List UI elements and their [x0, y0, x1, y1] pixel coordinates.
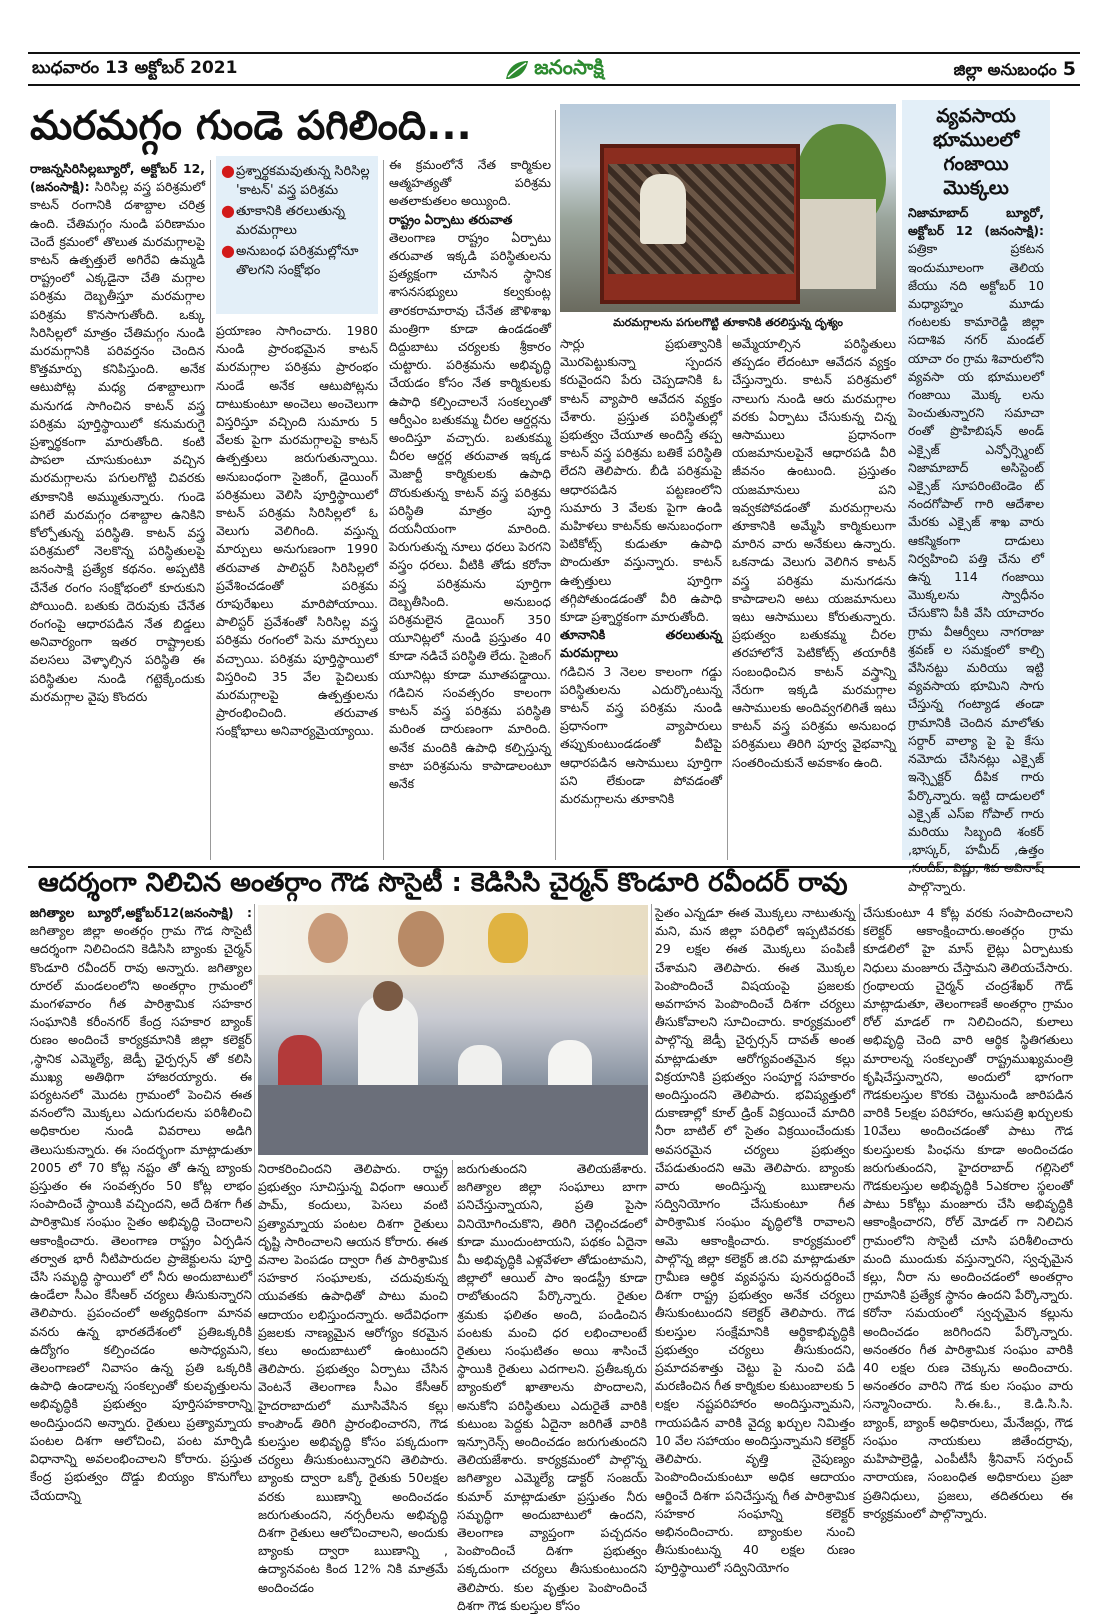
column-divider: [859, 904, 860, 1412]
article1-col3-intro: ఈ క్రమంలోనే నేత కార్మికుల ఆత్మహత్యతో పరిశ్రమ అతలాకుతలం అయ్యింది.: [389, 157, 551, 209]
article1-column-3: [389, 156, 551, 862]
section-name: జిల్లా అనుబంధం: [953, 60, 1057, 79]
column-divider: [383, 160, 384, 860]
ganja-sidebar-article: [902, 100, 1050, 894]
article1-col4b-text: గడిచిన 3 నెలల కాలంగా గడ్డు పరిస్థితులను ఎదుర్కొంటున్న కాటన్ వస్త్ర పరిశ్రమ నుండి ప్రధానంగా వ్యాపారులు తప్పుకుంటుండడంతో వీటిపై ఆధారపడిన ఆసాములు పూర్తిగా పని లేకుండా పోవడంతో మరమగ్గాలను తూకానికి: [560, 663, 722, 807]
article2-column-5: చేసుకుంటూ 4 కోట్ల వరకు సంపాదించాలని కలెక్టర్ ఆకాంక్షించారు.అంతర్గం గ్రామ కూడలిలో హై మాస్ లైట్లు ఏర్పాటుకు నిధులు మంజూరు చేస్తామని తెలియచేసారు. గ్రంథాలయ చైర్మన్ చంద్రశేఖర్ గౌడ్ మాట్లాడుతూ, తెలంగాణకే అంతర్గాం గ్రామం రోల్ మాడల్ గా నిలిచిందని, కులాలు అభివృద్ధి చెంది వారి ఆర్థిక స్థితిగతులు మారాలన్న సంకల్పంతో రాష్ట్రముఖ్యమంత్రి కృషిచేస్తున్నారని, అందులో భాగంగా గౌడకులస్తుల కొరకు చెట్టునుండి జారిపడిన వారికి 5లక్షల పరిహారం, ఆసుపత్రి ఖర్చులకు 10వేలు అందించడంతో పాటు గౌడ కులస్తులకు పింఛను కూడా అందించడం జరుగుతుందని, హైదరాబాద్ గల్లిసెలో గౌడకులస్తుల అభివృద్ధికి 5ఎకరాల స్థలంతో పాటు 5కోట్లు మంజూరు చేసి అభివృద్ధికి ఆకాంక్షించారని, రోల్ మోడల్ గా నిలిచిన గ్రామంలోని సొసైటీ చూసి పరిశీలించారు మంది ముందుకు వస్తున్నారని, స్వచ్ఛమైన కల్లు, నీరా ను అందించడంలో అంతర్గాం గ్రామానికి ప్రత్యేక స్థానం ఉందని పేర్కొన్నారు. కరోనా సమయంలో స్వచ్ఛమైన కల్లును అందించడం జరిగిందని పేర్కొన్నారు. అనంతరం గీత పారిశ్రామిక సంఘం వారికి 40 లక్షల రుణ చెక్కును అందించారు. అనంతరం వారిని గౌడ కుల సంఘం వారు సన్మానించారు. సి.ఈ.ఓ., కె.డి.సి.సి. బ్యాంక్, బ్యాంక్ అధికారులు, మేనేజర్లు, గౌడ సంఘం నాయకులు జితేందర్రావు, మహిపాల్రెడ్డి, ఎంపీటీసీ శ్రీనివాస్ సర్పంచ్ నారాయణ, సంబంధిత అధికారులు ప్రజా ప్రతినిధులు, ప్రజలు, తదితరులు ఈ కార్యక్రమంలో పాల్గొన్నారు.: [863, 905, 1073, 1521]
column-divider: [651, 904, 652, 1412]
article1-col1-text: సిరిసిల్ల వస్త్ర పరిశ్రమలో కాటన్ రంగానికి దశాబ్దాల చరిత్ర ఉంది. చేతిమగ్గం నుండి పరిణామం చెందే క్రమంలో తొలుత మరమగ్గాలపై కాటన్ ఉత్పత్తులే అగిరేవి ఉమ్మడి రాష్ట్రంలో ఎక్కడైనా చేతి మగ్గాల పరిశ్రమ దెబ్బతీస్తూ మరమగ్గాల పరిశ్రమ కొనసాగుతోంది. ఒక్కు సిరిసిల్లలో మాత్రం చేతిమగ్గం నుండి మరమగ్గానికి పరివర్తనం చెందిన కొత్తమార్పు కనిపిస్తుంది. అనేక ఆటుపోట్ల మధ్య దశాబ్దాలుగా మనుగడ సాగించిన కాటన్ వస్త్ర పరిశ్రమ పూర్తిస్థాయిలో కనుమరుగై ప్రశ్నార్థకంగా మారుతోంది. కంటి పాపలా చూసుకుంటూ వచ్చిన మరమగ్గాలను పగులగొట్టి చివరకు తూకానికి అమ్ముతున్నారు. గుండె పగిలే మరమగ్గం దశాబ్దాల ఉనికిని కోల్పోతున్న పరిస్థితి. కాటన్ వస్త్ర పరిశ్రమలో నెలకొన్న పరిస్థితులపై జనంసాక్షి ప్రత్యేక కథనం. అప్పటికి చేనేత రంగం సంక్షోభంలో కూరుకుని పోయింది. బతుకు దెరువుకు చేనేత రంగంపై ఆధారపడిన నేత బిడ్డలు అనివార్యంగా ఇతర రాష్ట్రాలకు వలసలు వెళ్ళాల్సిన పరిస్థితి ఈ పరిస్థితుల నుండి గట్టెక్కేందుకు మరమగ్గాల వైపు కొందరు: [30, 179, 205, 704]
page-number: 5: [1062, 58, 1076, 80]
newspaper-logo: [504, 55, 604, 84]
article1-headline: మరమగ్గం గుండె పగిలింది...: [30, 103, 472, 149]
article1-col4-text: సార్లు ప్రభుత్వానికి మొరపెట్టుకున్నా స్పందన కరువైందని పేరు చెప్పడానికి ఓ కాటన్ వ్యాపారి ఆవేదన వ్యక్తం చేశారు. ప్రస్తుత పరిస్థితుల్లో ప్రభుత్వం చేయూత అందిస్తే తప్ప కాటన్ వస్త్ర పరిశ్రమ బతికే పరిస్థితి లేదని తెలిపారు. బీడి పరిశ్రమపై ఆధారపడిన పట్టణంలోని సుమారు 3 వేలకు పైగా ఉండి మహిళలు కాటన్‌కు అనుబంధంగా పెటికోట్స్ కుడుతూ ఉపాధి పొందుతూ వస్తున్నారు. కాటన్ ఉత్పత్తులు పూర్తిగా తగ్గిపోతుండడంతో వీరి ఉపాధి కూడా ప్రశ్నార్థకంగా మారుతోంది.: [560, 336, 722, 625]
leaf-icon: [504, 59, 530, 81]
article1-column-1: [30, 160, 205, 860]
sidebar-headline: వ్యవసాయ భూములలో గంజాయి మొక్కలు: [932, 105, 1020, 199]
article1-subheading-state: రాష్ట్రం ఏర్పాటు తరువాత: [389, 211, 513, 227]
article1-dateline: రాజన్నసిరిసిల్లబ్యూరో, అక్టోబర్ 12, (జనంసాక్షి):: [30, 161, 205, 195]
column-divider: [727, 335, 728, 860]
sidebar-text: పత్రికా ప్రకటన ఇందుమూలంగా తెలియ జేయు నది అక్టోబర్ 10 మధ్యాహ్నం మూడు గంటలకు కామారెడ్డి జిల్లా సదాశివ నగర్ మండల్ యాచా రం గ్రామ శివారులోని వ్యవసా య భూములలో గంజాయి మొక్క లను పెంచుతున్నారని సమాచా రంతో ప్రొహిబిషన్ అండ్ ఎక్సైజ్ ఎన్ఫోర్స్మెంట్ నిజామాబాద్ అసిస్టెంట్ ఎక్సైజ్ సూపరింటెండెం ట్ నందగోపాల్ గారి ఆదేశాల మేరకు ఎక్సైజ్ శాఖ వారు ఆకస్మికంగా దాడులు నిర్వహించి పత్తి చేను లో ఉన్న 114 గంజాయి మొక్కలను స్వాధీనం చేసుకొని పీకి వేసి యాచారం గ్రామ వీఆర్వీలు నాగరాజు శ్రవణ్ ల సమక్షంలో కాల్చి వేసినట్టు మరియు ఇట్టి వ్యవసాయ భూమిని సాగు చేస్తున్న గంట్యాడ తండా గ్రామానికి చెందిన మాలోతు సర్దార్ వాల్యా పై పై కేసు నమోదు చేసినట్లు ఎక్సైజ్ ఇన్స్పెక్టర్ దీపిక గారు పేర్కొన్నారు. ఇట్టి దాడులలో ఎక్సైజ్ ఎస్ఐ గోపాల్ గారు మరియు సిబ్బంది శంకర్ ,భాస్కర్, హమీద్ ,ఉత్తం పాల్గొన్నారు.: [908, 241, 1044, 894]
article2-dateline: జగిత్యాల బ్యూరో,అక్టోబర్12(జనంసాక్షి) :: [30, 905, 252, 920]
photo-caption: మరమగ్గాలను పగులగొట్టి తూకానికి తరలిస్తున్న దృశ్యం: [613, 316, 843, 329]
article2-column-4: సైతం ఎన్నడూ ఈత మొక్కలు నాటుతున్న మని, మన జిల్లా పరిధిలో ఇప్పటివరకు 29 లక్షల ఈత మొక్కలు పంపిణీ చేశామని తెలిపారు. ఈత మొక్కల పెంపొందించే విషయంపై ప్రజలకు అవగాహన పెంపొందించే దిశగా చర్యలు తీసుకోవాలని సూచించారు. కార్యక్రమంలో పాల్గొన్న జెడ్పీ చైర్పర్సన్ దావత్ అంత మాట్లాడుతూ ఆరోగ్యవంతమైన కల్లు విక్రయానికి ప్రభుత్వం సంపూర్ణ సహకారం అందిస్తుందని తెలిపారు. భవిష్యత్తులో దుకాణాల్లో కూల్ డ్రింక్ విక్రయించే మాదిరి నీరా బాటిల్ లో సైతం విక్రయించేందుకు అవసరమైన చర్యలు ప్రభుత్వం చేపడుతుందని ఆమె తెలిపారు. బ్యాంకు వారు అందిస్తున్న ఋణాలను సద్వినియోగం చేసుకుంటూ గీత పారిశ్రామిక సంఘం వృద్ధిలోకి రావాలని ఆమె ఆకాంక్షించారు. కార్యక్రమంలో పాల్గొన్న జిల్లా కలెక్టర్ జి.రవి మాట్లాడుతూ గ్రామీణ ఆర్థిక వ్యవస్థను పునరుద్దరించే దిశగా రాష్ట్ర ప్రభుత్వం అనేక చర్యలు తీసుకుంటుందని కలెక్టర్ తెలిపారు. గౌడ కులస్తుల సంక్షేమానికి ఆర్థికాభివృద్ధికి ప్రభుత్వం చర్యలు తీసుకుందని, ప్రమాదవశాత్తు చెట్టు పై నుంచి పడి మరణించిన గీత కార్మికుల కుటుంబాలకు 5 లక్షల నష్టపరిహారం అందిస్తున్నామని, గాయపడిన వారికి వైద్య ఖర్చుల నిమిత్తం 10 వేల సహాయం అందిస్తున్నామని కలెక్టర్ తెలిపారు. వృత్తి నైపుణ్యం పెంపొందించుకుంటూ అధిక ఆదాయం ఆర్జించే దిశగా పనిచేస్తున్న గీత పారిశ్రామిక సహకార సంఘాన్ని కలెక్టర్ అభినందించారు. బ్యాంకుల నుంచి తీసుకుంటున్న 40 లక్షల రుణం పూర్తిస్థాయిలో సద్వినియోగం: [655, 905, 855, 1576]
article1-column-4: [560, 335, 722, 862]
article1-col3-text: తెలంగాణ రాష్ట్రం ఏర్పాటు తరువాత ఇక్కడి పరిస్థితులను ప్రత్యక్షంగా చూసిన స్థానిక శాసనసభ్యులు కల్వకుంట్ల తారకరామారావు చేనేత జౌళిశాఖ మంత్రిగా కూడా ఉండడంతో దిద్దుబాటు చర్యలకు శ్రీకారం చుట్టారు. పరిశ్రమను అభివృద్ధి చేయడం కోసం నేత కార్మికులకు ఉపాధి కల్పించాలనే సంకల్పంతో ఆర్వీఎం బతుకమ్మ చీరల ఆర్డర్లను అందిస్తూ వచ్చారు. బతుకమ్మ చీరల ఆర్డర్ల తరువాత ఇక్కడ మెజార్టీ కార్మికులకు ఉపాధి దొరుకుతున్న కాటన్ వస్త్ర పరిశ్రమ పరిస్థితి మాత్రం పూర్తి దయనీయంగా మారింది. పెరుగుతున్న నూలు ధరలు పెరగని వస్త్రం ధరలు. వీటికి తోడు కరోనా వస్త్ర పరిశ్రమను పూర్తిగా దెబ్బతీసింది. అనుబంధ పరిశ్రమలైన డైయింగ్ 350 యూనిట్లలో నుండి ప్రస్తుతం 40 కూడా నడిచే పరిస్థితి లేదు. సైజింగ్ యూనిట్లు కూడా మూతపడ్డాయి. గడిచిన సంవత్సరం కాలంగా కాటన్ వస్త్ర పరిశ్రమ పరిస్థితి మరింత దారుణంగా మారింది. అనేక మందికి ఉపాధి కల్పిస్తున్న కాటా పరిశ్రమను కాపాడాలంటూ అనేక: [389, 229, 551, 791]
article1-subheading-looms: తూనానికి తరలుతున్న మరమగ్గాలు: [560, 627, 722, 661]
bullet-icon: ●: [221, 201, 235, 220]
masthead: [28, 52, 1080, 86]
key-point: ● తూకానికి తరలుతున్న మరమగ్గాలు: [221, 201, 345, 238]
article2-column-2: నిరాకరించిందని తెలిపారు. రాష్ట్ర ప్రభుత్వం సూచిస్తున్న విధంగా ఆయిల్ పామ్, కందులు, పెసలు వంటి ప్రత్యామ్నాయ పంటల దిశగా రైతులు దృష్టి సారించాలని ఆయన కోరారు. ఈత వనాల పెంపడం ద్వారా గీత పారిశ్రామిక సహకార సంఘాలకు, చదువుకున్న యువతకు ఉపాధితో పాటు మంచి ఆదాయం లభిస్తుందన్నారు. అదేవిధంగా ప్రజలకు నాణ్యమైన ఆరోగ్యం కరమైన కలు అందుబాటులో ఉంటుందని తెలిపారు. ప్రభుత్వం ఏర్పాటు చేసిన వెంటనే తెలంగాణ సీఎం కేసీఆర్ హైదరాబాదులో మూసివేసిన కల్లు కాంపౌండ్ తిరిగి ప్రారంభించారని, గౌడ కులస్తుల అభివృద్ధి కోసం పక్కదుంగా చర్యలు తీసుకుంటున్నారని తెలిపారు. బ్యాంకు ద్వారా ఒక్కో రైతుకు 50లక్షల వరకు ఋణాన్ని అందించడం జరుగుతుందని, నర్సరీలను అభివృద్ధి దిశగా రైతులు ఆలోచించాలని, అందుకు బ్యాంకు ద్వారా ఋణాన్ని , ఉద్యానవంట కింద 12% నికి మాత్రమే అందించడం: [258, 1161, 448, 1595]
article1-column-2: ప్రయాణం సాగించారు. 1980 నుండి ప్రారంభమైన కాటన్ మరమగ్గాల పరిశ్రమ ప్రారంభం నుండే అనేక ఆటుపోట్లను దాటుకుంటూ అంచెలు అంచెలుగా విస్తరిస్తూ వచ్చింది సుమారు 5 వేలకు పైగా మరమగ్గాలపై కాటన్ ఉత్పత్తులు జరుగుతున్నాయి. అనుబంధంగా సైజింగ్, డైయింగ్ పరిశ్రమలు వెలిసి పూర్తిస్థాయిలో కాటన్ పరిశ్రమ సిరిసిల్లలో ఓ వెలుగు వెలిగింది. వస్తున్న మార్పులు అనుగుణంగా 1990 తరువాత పాలిస్టర్ సిరిసిల్లలో ప్రవేశించడంతో పరిశ్రమ రూపురేఖలు మారిపోయాయి. పాలిస్టర్ ప్రవేశంతో సిరిసిల్ల వస్త్ర పరిశ్రమ రంగంలో పెను మార్పులు వచ్చాయి. పరిశ్రమ పూర్తిస్థాయిలో విస్తరించి 35 వేల పైచిలుకు మరమగ్గాలపై ఉత్పత్తులను ప్రారంభించింది. తరువాత సంక్షోభాలు అనివార్యమైయ్యాయి.: [216, 323, 378, 739]
bullet-icon: ●: [221, 161, 235, 180]
bullet-icon: ●: [221, 241, 235, 260]
section-label: [954, 58, 1076, 83]
sidebar-dateline: నిజామాబాద్ బ్యూరో, అక్టోబర్ 12 (జనంసాక్షి):: [908, 205, 1044, 239]
key-point: ● ప్రశ్నార్థకమవుతున్న సిరిసిల్ల 'కాటన్' వస్త్ర పరిశ్రమ: [221, 161, 370, 198]
issue-date: బుధవారం 13 అక్టోబర్ 2021: [32, 58, 238, 78]
article2-column-1: [30, 904, 252, 1503]
article2-headline: ఆదర్శంగా నిలిచిన అంతర్గాం గౌడ సొసైటీ : కెడిసిసి చైర్మన్ కొండూరి రవీందర్ రావు: [38, 868, 848, 898]
sidebar-body: [908, 204, 1044, 896]
key-points-box: [216, 156, 378, 314]
article1-column-5: అమ్మేయాల్సిన పరిస్థితులు తప్పడం లేదంటూ ఆవేదన వ్యక్తం చేస్తున్నారు. కాటన్ పరిశ్రమలో నాలుగు నుండి ఆరు మరమగ్గాల వరకు ఏర్పాటు చేసుకున్న చిన్న ఆసాములు ప్రధానంగా యజమానులపైనే ఆధారపడి వీరి జీవనం ఉంటుంది. ప్రస్తుతం యజమానులు పని ఇవ్వకపోవడంతో మరమగ్గాలను తూకానికి అమ్మేసి కార్మికులుగా మారిన వారు అనేకులు ఉన్నారు. ఒకనాడు వెలుగు వెలిగిన కాటన్ వస్త్ర పరిశ్రమ మనుగడను కాపాడాలని అటు యజమానులు ఇటు ఆసాములు కోరుతున్నారు. ప్రభుత్వం బతుకమ్మ చీరల తరహాలోనే పెటికోట్స్ తయారీకి సంబంధించిన కాటన్ వస్త్రాన్ని నేరుగా ఇక్కడి మరమగ్గాల ఆసాములకు అందివ్వగలిగితే ఇటు కాటన్ వస్త్ర పరిశ్రమ అనుబంధ పరిశ్రమలు తిరిగి పూర్వ వైభవాన్ని సంతరించుకునే అవకాశం ఉంది.: [732, 336, 896, 770]
column-divider: [210, 160, 211, 860]
article2-column-3: జరుగుతుందని తెలియజేశారు. జగిత్యాల జిల్లా సంఘాలు బాగా పనిచేస్తున్నాయని, ప్రతి పైసా వినియోగించుకొని, తిరిగి చెల్లించడంలో కూడా ముందుంటాయని, పథకం ఏదైనా మీ అభివృద్ధికి ఎళ్లవేళలా తోడుంటామని, జిల్లాలో ఆయిల్ పాం ఇండస్ట్రీ కూడా రాబోతుందని పేర్కొన్నారు. రైతుల శ్రమకు ఫలితం అంది, పండించిన పంటకు మంచి ధర లభించాలంటే రైతులు సంఘటితం అయి శాసించే స్థాయికి రైతులు ఎదగాలని. ప్రతీఒక్కరు బ్యాంకులో ఖాతాలను పొందాలని, అనుకోని పరిస్థితులు ఎదురైతే వారికి కుటుంబ పెద్దకు ఏదైనా జరిగితే వారికి ఇన్సూరెన్స్ అందించడం జరుగుతుందని తెలియజేశారు. కార్యక్రమంలో పాల్గొన్న జగిత్యాల ఎమ్మెల్యే డాక్టర్ సంజయ్ కుమార్ మాట్లాడుతూ ప్రస్తుతం నీరు సమృద్ధిగా అందుబాటులో ఉందని, తెలంగాణ వ్యాప్తంగా పచ్చదనం పెంపొందించే దిశగా ప్రభుత్వం పక్కదుంగా చర్యలు తీసుకుంటుందని తెలిపారు. కుల వృత్తుల పెంపొందించే దిశగా గౌడ కులస్తుల కోసం: [457, 1161, 647, 1613]
looms-truck-photo: [560, 104, 896, 312]
column-divider: [555, 110, 556, 860]
key-point: ● అనుబంధ పరిశ్రమల్లోనూ తొలగని సంక్షోభం: [221, 241, 359, 278]
column-divider: [452, 1160, 453, 1412]
meeting-photo: [258, 905, 648, 1155]
article2-col1-text: జగిత్యాల జిల్లా అంతర్గం గ్రామ గౌడ సొసైటీ ఆదర్శంగా నిలిచిందని కెడిసిసి బ్యాంకు చైర్మన్ కొండూరి రవీందర్ రావు అన్నారు. జగిత్యాల రూరల్ మండలంలోని అంతర్గాం గ్రామంలో మంగళవారం గీత పారిశ్రామిక సహకార సంఘానికి కరీంనగర్ కేంద్ర సహకార బ్యాంక్ రుణం అందించే కార్యక్రమానికి జిల్లా కలెక్టర్ ,స్థానిక ఎమ్మెల్యే, జెడ్పీ ఛైర్పర్సన్ తో కలిసి ముఖ్య అతిథిగా హాజరయ్యారు. ఈ పర్యటనలో మొదట గ్రామంలో పెంచిన ఈత వనంలోని మొక్కలు ఎదుగుదలను పరిశీలించి అధికారుల నుండి వివరాలు అడిగి తెలుసుకున్నారు. ఈ సందర్భంగా మాట్లాడుతూ 2005 లో 70 కోట్ల నష్టం తో ఉన్న బ్యాంకు ప్రస్తుతం ఈ సంవత్సరం 50 కోట్ల లాభం సంపాదించే స్థాయికి వచ్చిందని, అదే దిశగా గీత పారిశ్రామిక సంఘం సైతం అభివృద్ధి చెందాలని ఆకాంక్షించారు. తెలంగాణ రాష్ట్రం ఏర్పడిన తర్వాత భారీ నీటిపారుదల ప్రాజెక్టులను పూర్తి చేసి సమృద్ధి స్థాయిలో లో నీరు అందుబాటులో ఉండేలా సీఎం కేసీఆర్ చర్యలు తీసుకున్నారని తెలిపారు. ప్రపంచంలో అత్యధికంగా మానవ వనరు ఉన్న భారతదేశంలో ప్రతిఒక్కరికి ఉద్యోగం కల్పించడం అసాధ్యమని, తెలంగాణలో నివాసం ఉన్న ప్రతి ఒక్కరికి ఉపాధి ఉండాలన్న సంకల్పంతో కులవృత్తులను అభివృద్ధికి ప్రభుత్వం పూర్తిసహకారాన్ని అందిస్తుందని అన్నారు. రైతులు ప్రత్యామ్నాయ పంటల దిశగా ఆలోచించి, పంట మార్పిడి విధానాన్ని అవలంభించాలని కోరారు. ప్రస్తుత కేంద్ర ప్రభుత్వం దొడ్డు బియ్యం కొనుగోలు చేయదాన్ని: [30, 923, 252, 1503]
logo-text: జనంసాక్షి: [534, 55, 604, 79]
column-divider: [254, 904, 255, 1412]
